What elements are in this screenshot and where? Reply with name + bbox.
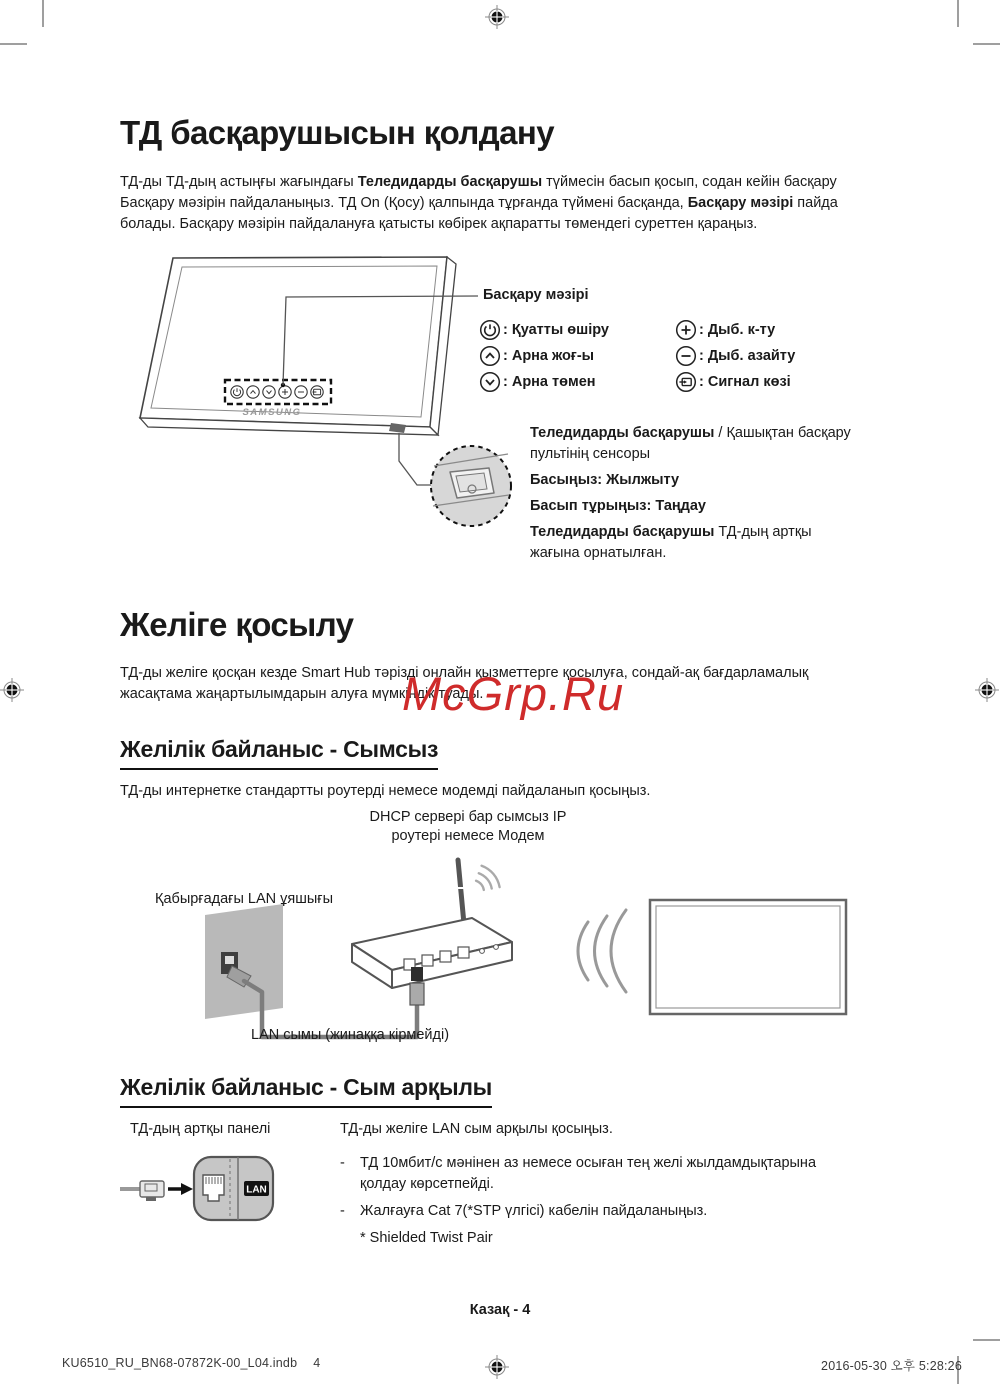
legend-left-column	[479, 317, 609, 395]
controller-info-block	[530, 423, 860, 569]
legend-label: Қуатты өшіру	[511, 322, 609, 338]
controller-location-line	[530, 522, 860, 564]
legend-channel-down	[479, 369, 609, 395]
tv-screen	[650, 900, 846, 1014]
controller-bold: Теледидарды басқарушы	[530, 425, 715, 441]
bullet-marker: -	[340, 1155, 345, 1171]
back-panel-caption: ТД-дың артқы панелі	[130, 1121, 271, 1137]
print-file-name: KU6510_RU_BN68-07872K-00_L04.indb	[62, 1356, 298, 1370]
router-caption	[328, 808, 608, 846]
print-file-info	[62, 1356, 320, 1370]
legend-volume-up	[675, 317, 795, 343]
tv-illustration	[120, 245, 520, 545]
controller-sensor-line	[530, 423, 860, 465]
wifi-signal-icon	[476, 866, 500, 890]
bullet-item	[340, 1201, 880, 1222]
registration-mark-icon	[485, 1355, 509, 1379]
legend-channel-up	[479, 343, 609, 369]
registration-mark-icon	[975, 678, 999, 702]
stp-footnote: * Shielded Twist Pair	[360, 1230, 493, 1246]
crop-mark	[957, 0, 959, 27]
controller-text: ТД-дың артқы жағына орнатылған.	[530, 524, 812, 561]
router-caption-line2: роутері немесе Модем	[391, 828, 545, 844]
legend-label: Дыб. азайту	[707, 348, 796, 364]
bullet-item	[340, 1153, 880, 1195]
crop-mark	[973, 1339, 1000, 1341]
legend-separator: :	[699, 322, 704, 338]
legend-volume-down	[675, 343, 795, 369]
bullet-marker: -	[340, 1203, 345, 1219]
intro-bold: Теледидарды басқарушы	[357, 174, 543, 190]
wall-lan-caption: Қабырғадағы LAN ұяшығы	[155, 891, 334, 907]
legend-right-column	[675, 317, 795, 395]
crop-mark	[42, 0, 44, 27]
legend-separator: :	[699, 348, 704, 364]
legend-separator: :	[503, 322, 508, 338]
channel-up-icon	[479, 345, 501, 367]
print-file-page: 4	[313, 1356, 321, 1370]
control-menu-label: Басқару мәзірі	[483, 287, 589, 303]
section-title-tv-controller: ТД басқарушысын қолдану	[120, 114, 554, 151]
bullet-text: Жалғауға Cat 7(*STP үлгісі) кабелін пайдаланыңыз.	[360, 1203, 708, 1219]
legend-label: Дыб. к-ту	[707, 322, 776, 338]
samsung-logo: SAMSUNG	[242, 407, 302, 418]
wired-text-block	[340, 1119, 880, 1249]
controller-bold: Теледидарды басқарушы	[530, 524, 715, 540]
cable-plug	[140, 1181, 164, 1197]
intro-text: ТД-ды ТД-дың астыңғы жағындағы	[120, 174, 358, 190]
lan-cable-caption: LAN сымы (жинаққа кірмейді)	[250, 1027, 450, 1043]
router-lan-port	[411, 967, 423, 981]
watermark: McGrp.Ru	[402, 667, 625, 720]
registration-mark-icon	[485, 5, 509, 29]
intro-paragraph	[120, 172, 886, 235]
controller-text: / Қашықтан басқару пультінің сенсоры	[530, 425, 851, 462]
router-caption-line1: DHCP сервері бар сымсыз IP	[369, 809, 567, 825]
wired-heading: Желілік байланыс - Сым арқылы	[120, 1074, 492, 1108]
section-title-network: Желіге қосылу	[120, 606, 354, 643]
legend-separator: :	[503, 348, 508, 364]
volume-up-icon	[675, 319, 697, 341]
bullet-text: ТД 10мбит/с мәнінен аз немесе осыған тең желі жылдамдықтарына қолдау көрсетпейді.	[360, 1155, 817, 1192]
intro-text: пайда болады. Басқару мәзірін пайдалануға қатысты көбірек ақпаратты төмендегі суреттен қараңыз.	[120, 195, 838, 232]
wired-body: ТД-ды желіге LAN сым арқылы қосыңыз.	[340, 1121, 613, 1137]
wifi-waves-icon	[578, 910, 626, 992]
power-icon	[479, 319, 501, 341]
source-icon	[675, 371, 697, 393]
crop-mark	[973, 43, 1000, 45]
wall-panel	[205, 904, 283, 1019]
intro-bold: Басқару мәзірі	[687, 195, 794, 211]
intro-text: түймесін басып қосып, содан кейін басқару Басқару мәзірін пайдаланыңыз. ТД On (Қосу) қалпында тұрғанда түймені басқанда,	[120, 174, 837, 211]
lan-port-illustration	[118, 1144, 308, 1244]
legend-label: Арна төмен	[511, 374, 596, 390]
wireless-body: ТД-ды интернетке стандартты роутерді немесе модемді пайдаланып қосыңыз.	[120, 783, 651, 799]
press-action-line: Басыңыз: Жылжыту	[530, 472, 680, 488]
legend-source	[675, 369, 795, 395]
wireless-network-illustration	[120, 848, 880, 1053]
crop-mark	[0, 43, 27, 45]
wireless-heading: Желілік байланыс - Сымсыз	[120, 736, 438, 770]
legend-label: Сигнал көзі	[707, 374, 791, 390]
legend-separator: :	[699, 374, 704, 390]
pointer-line	[399, 433, 431, 485]
wired-bullets	[340, 1153, 880, 1249]
hold-action-line: Басып тұрыңыз: Таңдау	[530, 498, 706, 514]
print-timestamp: 2016-05-30 오후 5:28:26	[821, 1359, 962, 1373]
page-number: Казақ - 4	[469, 1302, 531, 1318]
network-intro-paragraph: ТД-ды желіге қосқан кезде Smart Hub тәрізді онлайн қызметтерге қосылуға, сондай-ақ бағдарламалық жасақтама жаңартылымдарын алуға мүмкіндік туады.	[120, 665, 809, 702]
channel-down-icon	[479, 371, 501, 393]
registration-mark-icon	[0, 678, 24, 702]
router-antenna	[458, 860, 464, 924]
router-plug	[410, 983, 424, 1005]
legend-label: Арна жоғ-ы	[511, 348, 595, 364]
lan-badge-text: LAN	[246, 1184, 267, 1196]
legend-power-off	[479, 317, 609, 343]
legend-separator: :	[503, 374, 508, 390]
volume-down-icon	[675, 345, 697, 367]
